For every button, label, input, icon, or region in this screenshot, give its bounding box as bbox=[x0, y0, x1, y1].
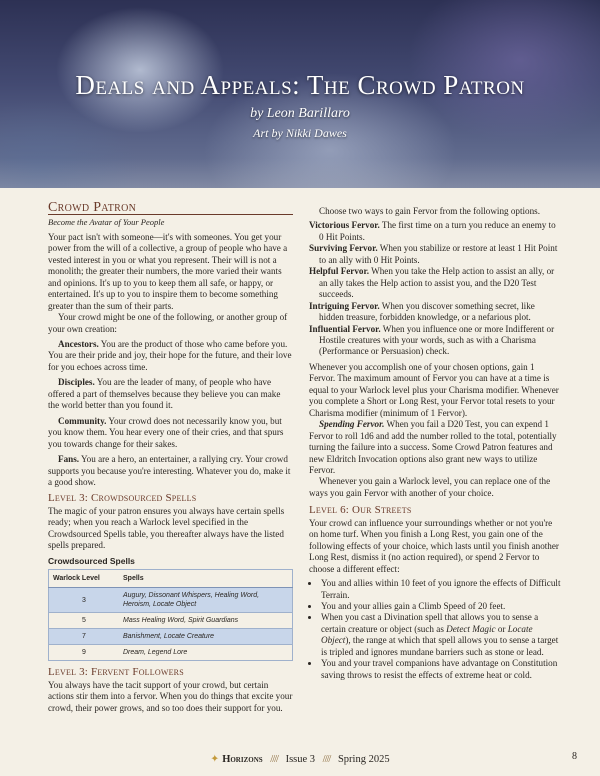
crowd-intro: Your crowd might be one of the following, or another group of your own creation: bbox=[48, 312, 288, 334]
table-cell-level: 7 bbox=[49, 629, 120, 645]
followers-paragraph: You always have the tacit support of your crowd, but certain actions stir them into a fervor. When you do things that excite your crowd, their power grows, and so too does their support for you. bbox=[48, 679, 293, 713]
section-subtitle: Become the Avatar of Your People bbox=[48, 217, 165, 228]
intro-paragraph: Your pact isn't with someone—it's with someones. You get your power from the will of a collective, a group of people who have a vested interest in you or what you represent. Their will is not a monolith; the greater their numbers, the more varied their wants and opinions. It's up to you to keep them all safe, or happy, or entertained. It's up to you to inspire them to become something greater than the sum of their parts. bbox=[48, 231, 288, 311]
page-footer bbox=[0, 753, 600, 765]
art-credit: Art by Nikki Dawes bbox=[253, 126, 347, 140]
crowd-fans bbox=[48, 454, 293, 488]
table-row bbox=[49, 613, 293, 629]
fervor-text: The first time on a turn you reduce an enemy to 0 Hit Points. bbox=[319, 220, 556, 242]
left-column bbox=[48, 196, 293, 714]
list-item-text: When you cast a Divination spell that allows you to sense a certain creature or object (such as bbox=[321, 612, 539, 634]
spending-label: Spending Fervor. bbox=[319, 419, 385, 430]
fervor-helpful bbox=[309, 266, 561, 300]
crowd-text: Your crowd does not necessarily know you, but you know them. You hear every one of their cries, and that spurs you towards change for their sakes. bbox=[48, 415, 284, 449]
table-cell-spells: Augury, Dissonant Whispers, Healing Word, Heroism, Locate Object bbox=[119, 588, 293, 613]
table-cell-level: 5 bbox=[49, 613, 120, 629]
spells-paragraph: The magic of your patron ensures you always have certain spells ready; when you reach a Warlock level specified in the Crowdsourced Spells table, you thereafter always have the listed spells prepared. bbox=[48, 505, 285, 551]
crowd-disciples bbox=[48, 377, 293, 411]
table-header-level: Warlock Level bbox=[49, 570, 120, 588]
footer-separator: //// bbox=[270, 754, 278, 765]
table-cell-spells: Dream, Legend Lore bbox=[119, 645, 293, 661]
crowd-text: You are the product of those who came before you. You are their pride and joy, their hope for the future, and their love for you echoes across time. bbox=[48, 338, 292, 372]
table-header-row bbox=[49, 570, 293, 588]
fervor-name: Surviving Fervor. bbox=[309, 243, 378, 254]
list-item-text: or bbox=[495, 623, 508, 634]
header-art bbox=[0, 0, 600, 188]
followers-heading: Level 3: Fervent Followers bbox=[48, 666, 184, 679]
list-item: • You and allies within 10 feet of you ignore the effects of Difficult Terrain. bbox=[320, 578, 561, 601]
article-title: Deals and Appeals: The Crowd Patron bbox=[75, 70, 525, 100]
table-cell-spells: Mass Healing Word, Spirit Guardians bbox=[119, 613, 293, 629]
crowd-community bbox=[48, 416, 293, 450]
header-fade bbox=[0, 158, 600, 188]
spells-heading: Level 3: Crowdsourced Spells bbox=[48, 492, 197, 505]
crowd-name: Fans. bbox=[58, 454, 80, 465]
spending-paragraph bbox=[309, 419, 561, 476]
table-cell-level: 3 bbox=[49, 588, 120, 613]
fervor-victorious bbox=[309, 220, 561, 243]
crowd-name: Community. bbox=[58, 415, 107, 426]
table-header-spells: Spells bbox=[119, 570, 293, 588]
fervor-text: When you take the Help action to assist an ally, or an ally takes the Help action to assist you, and the D20 Test succeeds. bbox=[319, 266, 555, 300]
page-number: 8 bbox=[572, 751, 577, 762]
issue-number: Issue 3 bbox=[285, 754, 316, 765]
fervor-text: When you stabilize or restore at least 1 Hit Point to an ally with 0 Hit Points. bbox=[319, 243, 558, 265]
footer-separator: //// bbox=[322, 754, 331, 765]
fervor-text: When you discover something secret, like hidden treasure, forbidden knowledge, or a nefarious plot. bbox=[319, 300, 535, 323]
gain-paragraph: Whenever you accomplish one of your chosen options, gain 1 Fervor. The maximum amount of Fervor you can have at a time is equal to your Warlock level plus your Charisma modifier. Whenever you complete a Short or Long Rest, your Fervor total resets to your Charisma modifier (minimum of 1 Fervor). bbox=[309, 361, 559, 418]
spell-name: Locate Object bbox=[321, 623, 533, 646]
fervor-name: Victorious Fervor. bbox=[309, 220, 380, 231]
list-item-text: ), the range at which that spell allows you to sense a target is tripled and ignores mundane barriers such as stone or lead. bbox=[321, 635, 559, 657]
table-cell-spells: Banishment, Locate Creature bbox=[119, 629, 293, 645]
fervor-name: Influential Fervor. bbox=[309, 323, 381, 334]
crowd-text: You are the leader of many, of people who have offered a part of themselves because they believe you can make the world better than you found it. bbox=[48, 377, 281, 411]
fervor-name: Helpful Fervor. bbox=[309, 266, 369, 277]
fervor-name: Intriguing Fervor. bbox=[309, 300, 380, 311]
author-byline: by Leon Barillaro bbox=[250, 106, 350, 121]
crowd-name: Ancestors. bbox=[58, 338, 99, 349]
fervor-intriguing bbox=[309, 301, 561, 324]
table-row bbox=[49, 629, 293, 645]
streets-paragraph: Your crowd can influence your surroundings whether or not you're on home turf. When you finish a Long Rest, you gain one of the following effects of your choice, which lasts until you finish another Long Rest, dismiss it (no action required), or spend 2 Fervor to choose a different effect: bbox=[309, 517, 559, 574]
table-row bbox=[49, 645, 293, 661]
crowd-text: You are a hero, an entertainer, a rallying cry. Your crowd supports you because you're interesting. Whatever you do, make it a good show. bbox=[48, 454, 291, 487]
section-title: Crowd Patron bbox=[48, 202, 293, 215]
streets-heading: Level 6: Our Streets bbox=[309, 504, 412, 517]
streets-effects-list bbox=[309, 578, 561, 681]
magazine-logo: Horizons bbox=[222, 754, 263, 765]
choose-paragraph: Choose two ways to gain Fervor from the following options. bbox=[319, 206, 541, 216]
replace-paragraph: Whenever you gain a Warlock level, you can replace one of the ways you gain Fervor with another of your choice. bbox=[309, 476, 551, 498]
right-column bbox=[309, 206, 561, 681]
fervor-influential bbox=[309, 324, 561, 358]
issue-date: Spring 2025 bbox=[337, 754, 390, 765]
table-cell-level: 9 bbox=[49, 645, 120, 661]
fervor-text: When you influence one or more Indifferent or Hostile creatures with your words, such as with a Charisma (Performance or Persuasion) check. bbox=[319, 323, 555, 357]
list-item: • You and your allies gain a Climb Speed of 20 feet. bbox=[320, 601, 561, 612]
table-row bbox=[49, 588, 293, 613]
spending-text: When you fail a D20 Test, you can expend 1 Fervor to roll 1d6 and add the number rolled to the total, potentially turning the failure into a success. Some Crowd Patron features and new Eldritch Invocation options also grant new ways to utilize Fervor. bbox=[309, 419, 557, 475]
list-item: • You and your travel companions have advantage on Constitution saving throws to resist the effects of extreme heat or cold. bbox=[320, 658, 561, 681]
table-title: Crowdsourced Spells bbox=[48, 555, 135, 566]
spells-table bbox=[48, 569, 293, 661]
list-item bbox=[320, 612, 561, 658]
fervor-surviving bbox=[309, 243, 561, 266]
star-icon: ✦ bbox=[210, 754, 220, 765]
spell-name: Detect Magic bbox=[446, 623, 496, 634]
crowd-ancestors bbox=[48, 339, 293, 373]
crowd-name: Disciples. bbox=[58, 377, 95, 388]
